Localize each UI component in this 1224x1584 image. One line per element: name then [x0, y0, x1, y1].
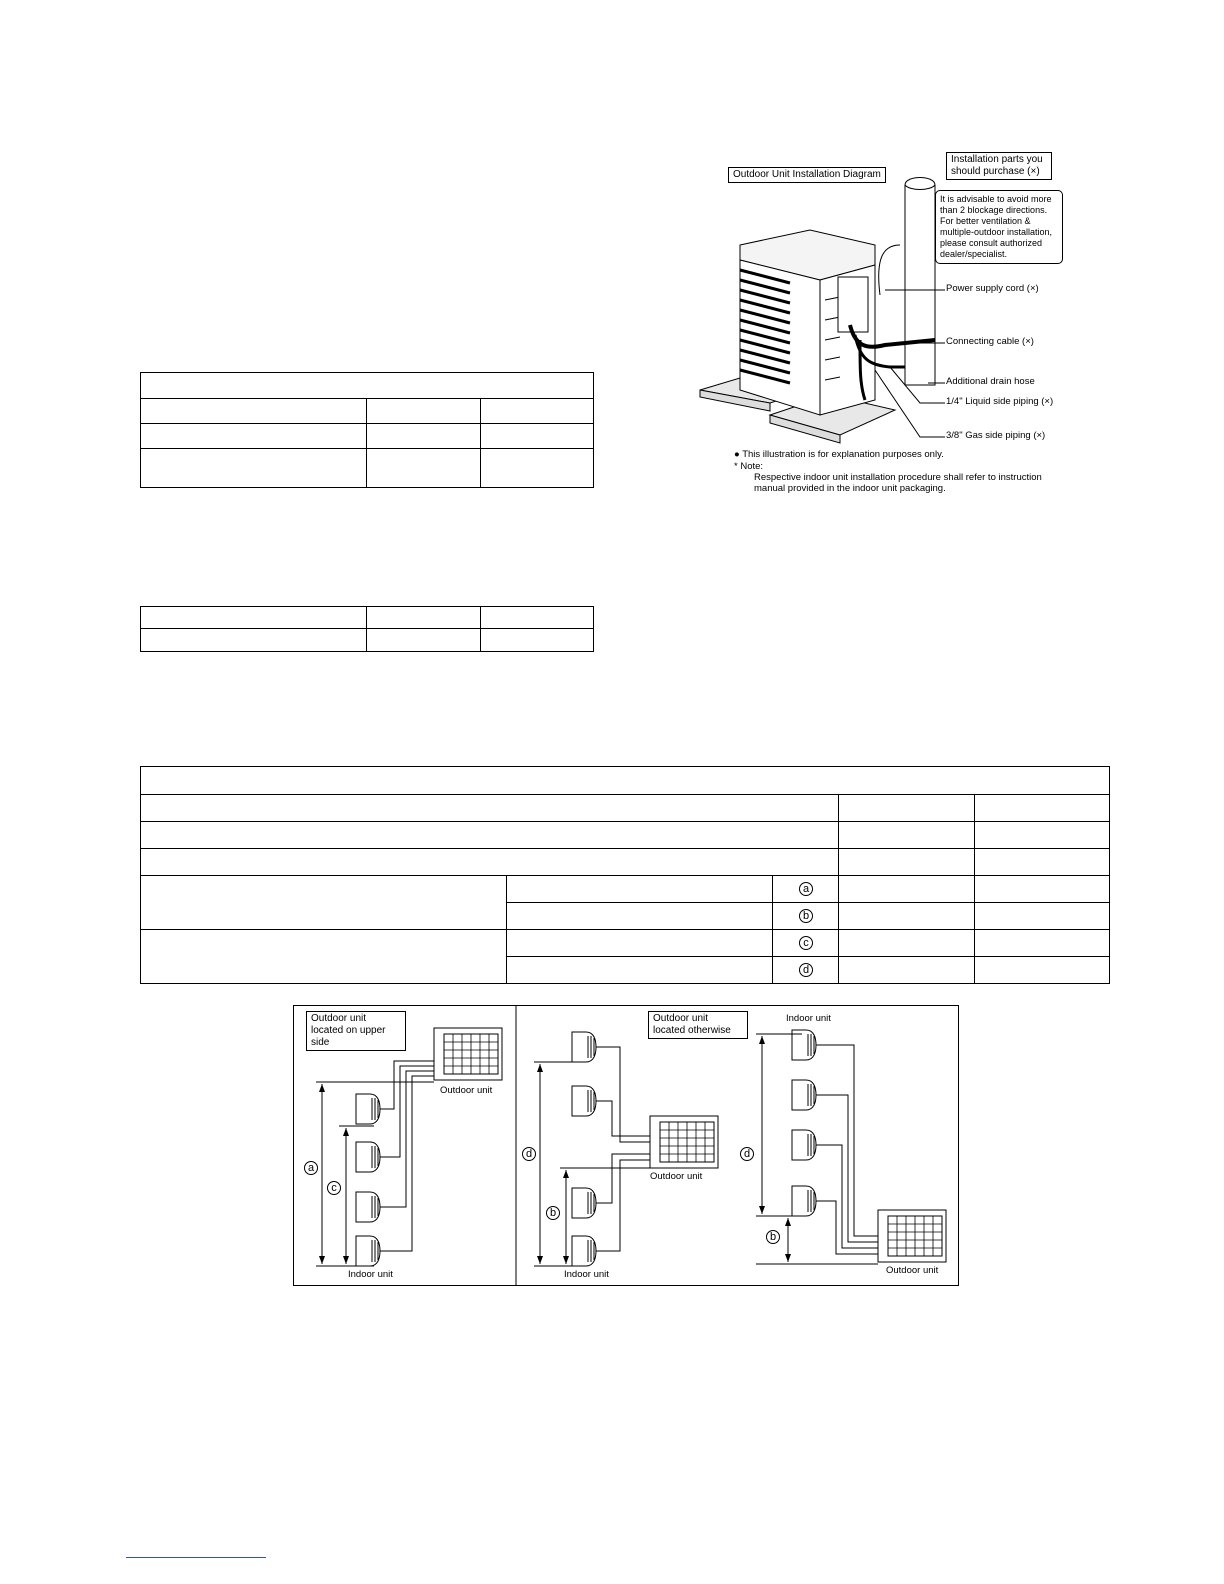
note-bullet: [734, 449, 944, 460]
height-diagram: [293, 1005, 959, 1286]
callout-connecting-cable: Connecting cable (×): [946, 336, 1034, 347]
marker-b: b: [799, 909, 813, 923]
table-cell: [975, 957, 1109, 983]
indoor-unit-label: Indoor unit: [786, 1013, 831, 1024]
table-cell: [839, 822, 975, 849]
marker-b: b: [546, 1206, 560, 1220]
callout-liquid-piping: 1/4" Liquid side piping (×): [946, 396, 1054, 407]
table-cell: [839, 876, 975, 903]
table-cell: [481, 607, 593, 629]
table-cell: [839, 795, 975, 822]
advisory-box: It is advisable to avoid more than 2 blockage directions. For better ventilation & multiple-outdoor installation, please consult authorized dealer/specialist.: [935, 190, 1063, 264]
purchase-parts-box: Installation parts you should purchase (×): [946, 152, 1052, 180]
table-cell: [141, 424, 367, 449]
table-cell: [839, 903, 975, 930]
note-title: * Note:: [734, 461, 764, 472]
diagram-title: Outdoor Unit Installation Diagram: [728, 167, 886, 183]
table-cell: [141, 795, 839, 822]
marker-c: c: [327, 1181, 341, 1195]
marker-b: b: [766, 1230, 780, 1244]
table-cell: [367, 629, 481, 651]
table-cell: [367, 424, 481, 449]
marker-a: a: [304, 1161, 318, 1175]
table-cell-marker: [773, 930, 839, 957]
table-cell: [839, 930, 975, 957]
table-cell: [141, 449, 367, 487]
table-cell: [141, 399, 367, 424]
table-cell: [141, 930, 507, 983]
marker-d: d: [522, 1147, 536, 1161]
table-2: [140, 606, 594, 652]
indoor-unit-label: Indoor unit: [564, 1269, 609, 1280]
table-cell: [481, 424, 593, 449]
table-cell: [141, 822, 839, 849]
table-cell: [141, 607, 367, 629]
table-cell: [975, 849, 1109, 876]
table-cell: [507, 957, 773, 983]
upper-side-title: Outdoor unit located on upper side: [306, 1011, 406, 1051]
callout-gas-piping: 3/8" Gas side piping (×): [946, 430, 1046, 441]
table-cell: [367, 399, 481, 424]
otherwise-title: Outdoor unit located otherwise: [648, 1011, 748, 1039]
indoor-unit-label: Indoor unit: [348, 1269, 393, 1280]
table-cell-marker: [773, 957, 839, 983]
installation-diagram: [690, 145, 1090, 505]
table-cell: [975, 876, 1109, 903]
table-cell: [975, 822, 1109, 849]
table-cell: [507, 876, 773, 903]
table-cell: [481, 449, 593, 487]
table-cell: [975, 930, 1109, 957]
outdoor-unit-label: Outdoor unit: [886, 1265, 939, 1276]
note-bullet-text: This illustration is for explanation purposes only.: [742, 449, 944, 460]
outdoor-unit-label: Outdoor unit: [440, 1085, 493, 1096]
height-table-header: [141, 767, 1109, 795]
table-cell: [141, 629, 367, 651]
table-cell: [367, 607, 481, 629]
table-cell: [481, 399, 593, 424]
height-table: [140, 766, 1110, 984]
marker-d: d: [799, 963, 813, 977]
table-cell: [507, 930, 773, 957]
table-1-header: [141, 373, 593, 399]
note-text: Respective indoor unit installation procedure shall refer to instruction manual provided in the indoor unit packaging.: [754, 472, 1042, 494]
callout-power-supply-cord: Power supply cord (×): [946, 283, 1039, 294]
table-cell-marker: [773, 876, 839, 903]
table-cell: [141, 876, 507, 930]
table-cell: [839, 957, 975, 983]
callout-drain-hose: Additional drain hose: [946, 376, 1035, 387]
table-cell: [481, 629, 593, 651]
table-cell: [839, 849, 975, 876]
table-1: [140, 372, 594, 488]
footnote-rule: [126, 1557, 266, 1558]
table-cell: [367, 449, 481, 487]
marker-c: c: [799, 936, 813, 950]
table-cell: [141, 849, 839, 876]
marker-a: a: [799, 882, 813, 896]
table-cell: [975, 795, 1109, 822]
table-cell: [975, 903, 1109, 930]
marker-d: d: [740, 1147, 754, 1161]
table-cell-marker: [773, 903, 839, 930]
table-cell: [507, 903, 773, 930]
bullet-icon: ●: [734, 449, 740, 460]
outdoor-unit-label: Outdoor unit: [650, 1171, 703, 1182]
